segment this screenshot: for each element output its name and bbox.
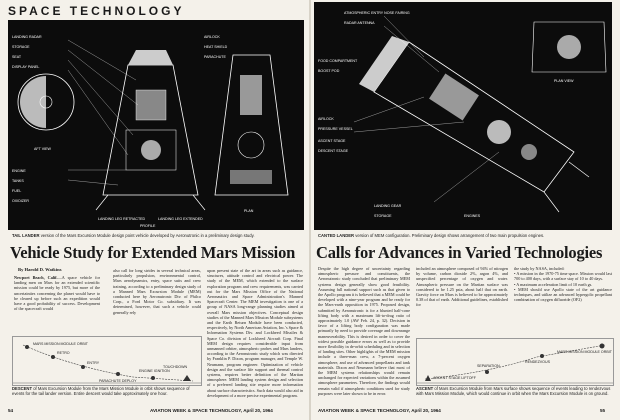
label-oxidizer: OXIDIZER <box>12 199 29 203</box>
descent-step-orbit <box>25 345 29 349</box>
descent-label-retro: RETRO <box>57 351 70 355</box>
label-boost-pod: BOOST POD <box>318 69 340 73</box>
left-col-1-text: —A space vehicle for landing men on Mars for an extended scientific mission could be ready by 1975, but more of the uncertainties concerning the planet would have to be cleared up before such an expedition would have a good probability of success. Development of the spacecraft would <box>14 275 100 312</box>
left-col-1 <box>14 275 100 333</box>
label-storage: STORAGE <box>12 45 30 49</box>
descent-label-parachute: PARACHUTE DEPLOY <box>99 379 137 383</box>
left-page-number: 54 <box>8 408 14 413</box>
descent-caption <box>12 386 202 396</box>
label-landing-radar: LANDING RADAR <box>12 35 42 39</box>
right-col-3 <box>514 266 612 336</box>
label-airlock-right: AIRLOCK <box>318 117 334 121</box>
right-col-2: included an atmosphere composed of 94% of nitrogen by volume, carbon dioxide 2%, argon 4%, and unspecified percentage of oxygen and water. Atmospheric pressure on the Martian surface was considered to be 1.25 psia, about half that on earth. Gravity force on Mars is believed to be approximately 0.38 of that of earth. Additional guidelines, established for <box>416 266 508 308</box>
right-footer: AVIATION WEEK & SPACE TECHNOLOGY, April 20, 1964 <box>318 408 441 413</box>
bullet-3: • MEM should use Apollo state of the art guidance techniques, and utilize an advanced hypergolic propellant combination of oxygen difluoride (OF2) <box>514 286 613 303</box>
descent-label-entry: ENTRY <box>87 361 100 365</box>
tail-lander-caption <box>12 233 304 238</box>
label-parachute: PARACHUTE <box>204 55 226 59</box>
landing-leg-extended-label: LANDING LEG EXTENDED <box>158 217 203 221</box>
right-caption-text: version of MEM configuration. Preliminary design shows arrangement of two main propulsion engines. <box>355 233 545 238</box>
descent-step-touchdown <box>183 375 191 381</box>
plan-view-shape <box>215 55 288 195</box>
bullet-1: • A mission in the 1970-75 time space. Mission would last 700 to 400 days, with a surface stay of 10 to 40 days. <box>514 271 612 282</box>
left-headline: Vehicle Study for Extended Mars Mission <box>10 243 296 262</box>
label-engines: ENGINES <box>464 214 481 218</box>
ascent-label-liftoff: ASCENT STAGE LIFTOFF <box>433 376 476 380</box>
plan-label: PLAN <box>244 209 254 213</box>
right-page-number: 55 <box>600 408 606 413</box>
left-col-3: upon present state of the art in areas such as guidance, structures, attitude control and electrical power. The study of the MEM, which extended to the surface exploration program and crew requirements, was carried out for the Mars Mission Office of the National Aeronautics and Space Administration's Manned Spacecraft Center. The MEM investigation is one of a group of NASA long-range planning studies aimed at overall Mars mission objectives. Conceptual design studies of the Manned Mars Mission Module subsystems and the Earth Return Module have been conducted, respectively, by North American Aviation, Inc.'s Space & Information Systems Div. and Lockheed Missiles & Space Co. division of Lockheed Aircraft Corp. Final MEM design requires considerable input from unmanned orbiter, atmospheric probes and Mars landers, according to the Aeronutronic study which was directed by Franklin P. Dixon, program manager, and Temple W. Neumann, program engineer. Optimization of vehicle design and the surface life support and thermal control systems, requires better definition of the Martian atmosphere. MEM landing system design and selection of a preferred landing site require more information about surface characteristics. Such data would also aid in development of a more precise experimental program. <box>207 268 303 398</box>
canted-lander-diagram <box>314 2 612 230</box>
ascent-step-liftoff <box>425 375 431 381</box>
profile-view-shape <box>96 50 205 210</box>
plan-view-small-shape <box>532 22 606 72</box>
profile-label: PROFILE <box>140 224 156 228</box>
label-landing-gear: LANDING GEAR <box>374 204 402 208</box>
ascent-step-rendezvous <box>540 354 544 358</box>
label-engine: ENGINE <box>12 169 26 173</box>
label-food-compartment: FOOD COMPARTMENT <box>318 59 358 63</box>
ascent-label-orbit: MARS MISSION MODULE ORBIT <box>557 350 612 354</box>
right-col-3-intro: the study by NASA, included: <box>514 266 565 271</box>
right-caption-bold: CANTED LANDER <box>318 233 355 238</box>
label-seat: SEAT <box>12 55 22 59</box>
descent-step-parachute <box>116 372 120 376</box>
page-gutter <box>309 0 311 420</box>
plan-view-label: PLAN VIEW <box>554 79 574 83</box>
label-tanks: TANKS <box>12 179 24 183</box>
ascent-label-rendezvous: RENDEZVOUS <box>525 360 550 364</box>
ascent-caption-bold: ASCENT <box>416 386 434 391</box>
label-fuel: FUEL <box>12 189 22 193</box>
descent-step-ignition <box>151 376 155 380</box>
caption-text: version of the Mars Excursion Module design point vehicle developed by Aeronutronic in a preliminary design study. <box>40 233 255 238</box>
aft-view-label: AFT VIEW <box>34 147 51 151</box>
ascent-step-separation <box>485 370 489 374</box>
label-airlock: AIRLOCK <box>204 35 220 39</box>
right-col-1: Despite the high degree of uncertainty regarding atmospheric pressure and constituents, the Aeronutronic study concluded that preliminary MEM systems design generally show good feasibility. Assuming full national support such as that given to the Apollo program it is believed that a MEM could be developed with a nine-year program and be ready for the Mars-earth opposition in 1975. Proposed design, submitted by Aeronutronic is for a blunted half-cone lifting body with a maximum lift-to-drag ratio of approximately 1.0 (AW Feb. 24, p. 32). Decision in favor of a lifting body configuration was made primarily by need to provide coverage and downrange maneuverability. This is desired in order to cover the widest possible guidance errors as well as to provide more flexibility in de-orbit scheduling and in selection of landing sites. Other highlights of the MEM mission include a three-man crew, a 7-percent oxygen atmosphere, and use of advanced propellants and tank materials. Dixon and Neumann believe that most of the MEM systems relationships would remain unchanged for expected variations within the assumed atmosphere parameters. Therefore, the findings would remain valid if atmospheric conditions used for study purposes were later shown to be in error. <box>318 266 410 396</box>
descent-figure <box>12 336 202 386</box>
descent-label-ignition: ENGINE IGNITION <box>139 369 170 373</box>
dateline: Newport Beach, Calif. <box>14 275 58 280</box>
left-footer: AVIATION WEEK & SPACE TECHNOLOGY, April 20, 1964 <box>150 408 273 413</box>
ascent-label-separation: SEPARATION <box>477 364 500 368</box>
bullet-2: • A maximum acceleration limit of 10 earth gs. <box>514 281 593 287</box>
byline: By Harold D. Watkins <box>18 267 62 272</box>
label-radar-antenna: RADAR ANTENNA <box>344 21 375 25</box>
label-heat-shield: HEAT SHIELD <box>204 45 228 49</box>
descent-label-touchdown: TOUCHDOWN <box>163 365 188 369</box>
ascent-caption <box>416 386 612 396</box>
ascent-step-orbit <box>600 344 605 349</box>
label-storage-right: STORAGE <box>374 214 392 218</box>
descent-caption-bold: DESCENT <box>12 386 33 391</box>
landing-leg-retracted-label: LANDING LEG RETRACTED <box>98 217 146 221</box>
label-descent-stage: DESCENT STAGE <box>318 149 349 153</box>
descent-step-retro <box>51 355 55 359</box>
label-entry-fairing: ATMOSPHERIC ENTRY NOSE FAIRING <box>344 11 410 15</box>
descent-label-orbit: MARS MISSION MODULE ORBIT <box>33 342 88 346</box>
label-ascent-stage: ASCENT STAGE <box>318 139 346 143</box>
descent-step-entry <box>81 365 85 369</box>
label-display-panel: DISPLAY PANEL <box>12 65 40 69</box>
right-headline: Calls for Advances in Varied Technologies <box>316 243 603 262</box>
ascent-figure <box>416 338 614 386</box>
caption-bold: TAIL LANDER <box>12 233 40 238</box>
canted-lander-caption <box>318 233 610 238</box>
descent-caption-text: of Mars Excursion Module from the Mars Mission Module in orbit shows sequence of events for the tail lander version. Entire descent would take approximately one hour. <box>12 386 190 396</box>
tail-lander-diagram <box>8 20 304 230</box>
section-title: SPACE TECHNOLOGY <box>8 4 185 18</box>
canted-lander-shape <box>359 36 589 212</box>
left-col-2: also call for long strides in several technical areas, particularly propulsion, environmental control, Mars aerodynamics, entry, space suits and crew training, according to a preliminary design study of a Manned Mars Excursion Module (MEM) conducted here by Aeronutronic Div. of Philco Corp., a Ford Motor Co. subsidiary. It was determined, however, that such a vehicle could generally rely <box>113 268 201 315</box>
label-pressure-vessel: PRESSURE VESSEL <box>318 127 353 131</box>
ascent-caption-text: of Mars Excursion Module from Mars surface shows sequence of events leading to rendezvous with Mars Mission Module, which would continue in orbit when the Mars Excursion Module is on ground. <box>416 386 611 396</box>
